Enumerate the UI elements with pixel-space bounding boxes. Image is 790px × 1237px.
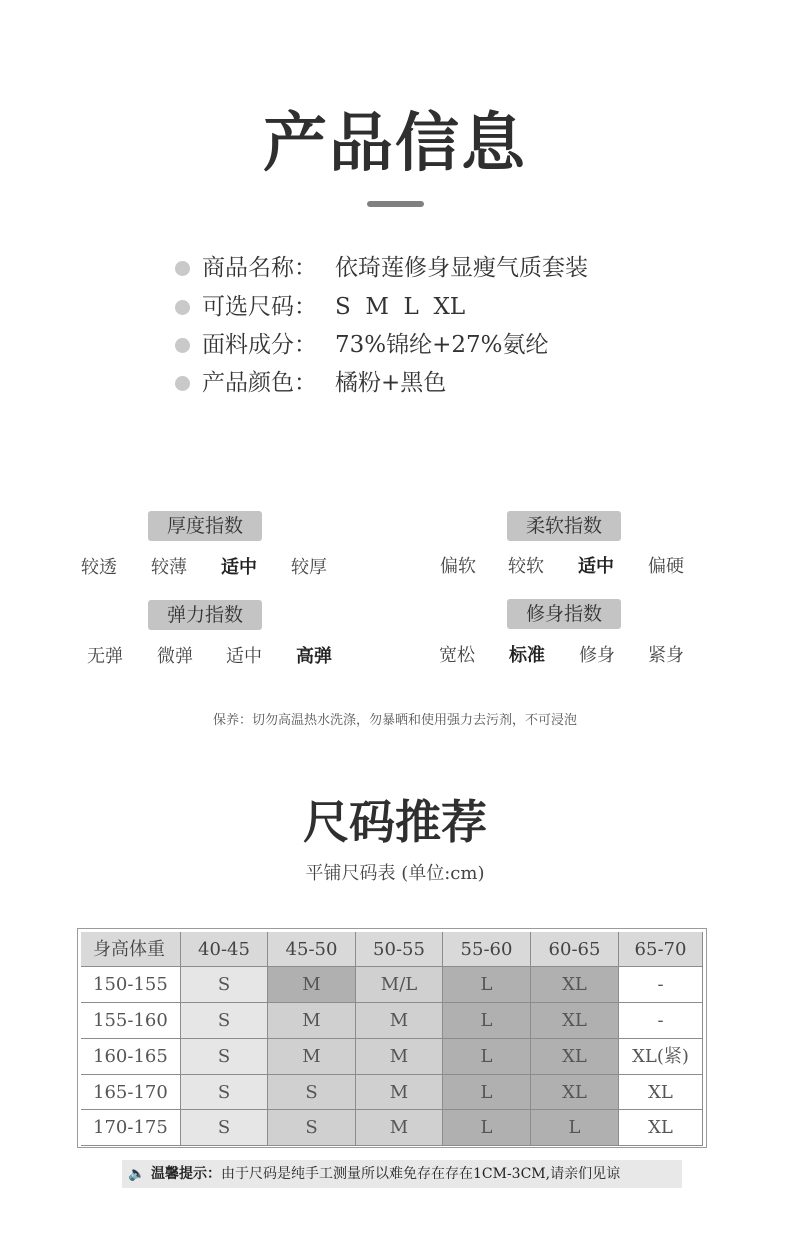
bullet-dot <box>175 300 190 315</box>
table-size-cell: L <box>443 1110 531 1146</box>
table-size-cell: L <box>531 1110 619 1146</box>
title-underline <box>367 201 424 207</box>
fit-option: 修身 <box>579 645 615 666</box>
info-row-fabric <box>175 330 675 360</box>
table-size-cell: M <box>356 1003 443 1039</box>
table-size-cell: M <box>268 967 356 1003</box>
elasticity-option: 微弹 <box>157 646 193 667</box>
info-label: 产品颜色： <box>202 370 317 396</box>
softness-option: 偏软 <box>440 556 476 577</box>
table-size-cell: M <box>356 1039 443 1075</box>
table-size-cell: M <box>268 1039 356 1075</box>
fit-option: 宽松 <box>439 645 475 666</box>
table-size-cell: XL <box>531 1003 619 1039</box>
table-row-height: 165-170 <box>81 1075 181 1110</box>
softness-option: 偏硬 <box>648 556 684 577</box>
table-size-cell: L <box>443 1003 531 1039</box>
table-row-height: 150-155 <box>81 967 181 1003</box>
tip-message: 由于尺码是纯手工测量所以难免存在存在1CM-3CM,请亲们见谅 <box>221 1166 621 1182</box>
table-size-cell: S <box>181 1039 268 1075</box>
table-size-cell: M <box>356 1075 443 1110</box>
fit-option: 紧身 <box>648 645 684 666</box>
table-header-weight: 65-70 <box>619 932 703 967</box>
tip-label: 温馨提示： <box>151 1166 221 1182</box>
table-size-cell: XL <box>619 1075 703 1110</box>
fit-index-title: 修身指数 <box>507 599 621 629</box>
size-tip-banner <box>122 1160 682 1188</box>
info-value: 依琦莲修身显瘦气质套装 <box>335 255 588 281</box>
bullet-dot <box>175 338 190 353</box>
table-size-cell: XL(紧) <box>619 1039 703 1075</box>
table-header-corner: 身高体重 <box>81 932 181 967</box>
info-label: 面料成分： <box>202 332 317 358</box>
table-size-cell: XL <box>619 1110 703 1146</box>
info-row-color <box>175 368 675 398</box>
softness-option-selected: 适中 <box>578 556 614 577</box>
table-size-cell: XL <box>531 967 619 1003</box>
thickness-index-title: 厚度指数 <box>148 511 262 541</box>
info-row-name <box>175 253 675 283</box>
softness-option: 较软 <box>508 556 544 577</box>
info-label: 商品名称： <box>202 255 317 281</box>
table-row-height: 160-165 <box>81 1039 181 1075</box>
table-header-weight: 40-45 <box>181 932 268 967</box>
table-size-cell: S <box>181 1075 268 1110</box>
elasticity-option-selected: 高弹 <box>296 646 332 667</box>
bullet-dot <box>175 261 190 276</box>
table-size-cell: L <box>443 1075 531 1110</box>
table-header-weight: 55-60 <box>443 932 531 967</box>
bullet-dot <box>175 376 190 391</box>
table-size-cell: M <box>356 1110 443 1146</box>
table-size-cell: M/L <box>356 967 443 1003</box>
info-value: S M L XL <box>335 294 466 320</box>
thickness-option: 较薄 <box>151 557 187 578</box>
table-size-cell: L <box>443 967 531 1003</box>
table-header-weight: 50-55 <box>356 932 443 967</box>
thickness-option: 较厚 <box>291 557 327 578</box>
tip-text <box>151 1160 620 1188</box>
info-value: 橘粉+黑色 <box>335 370 447 396</box>
thickness-option-selected: 适中 <box>221 557 257 578</box>
elasticity-index-title: 弹力指数 <box>148 600 262 630</box>
table-row-height: 155-160 <box>81 1003 181 1039</box>
table-size-cell: S <box>181 1003 268 1039</box>
table-size-cell: S <box>268 1110 356 1146</box>
info-value: 73%锦纶+27%氨纶 <box>335 332 549 358</box>
table-size-cell: - <box>619 1003 703 1039</box>
table-size-cell: S <box>268 1075 356 1110</box>
size-recommend-title: 尺码推荐 <box>303 795 487 849</box>
table-size-cell: S <box>181 1110 268 1146</box>
table-header-weight: 45-50 <box>268 932 356 967</box>
info-label: 可选尺码： <box>202 294 317 320</box>
table-size-cell: M <box>268 1003 356 1039</box>
speaker-icon: 🔈 <box>128 1166 146 1182</box>
size-table <box>77 928 707 1148</box>
fit-option-selected: 标准 <box>509 645 545 666</box>
table-row-height: 170-175 <box>81 1110 181 1146</box>
table-size-cell: XL <box>531 1039 619 1075</box>
table-size-cell: - <box>619 967 703 1003</box>
elasticity-option: 适中 <box>226 646 262 667</box>
table-size-cell: L <box>443 1039 531 1075</box>
care-note: 保养：切勿高温热水洗涤，勿暴晒和使用强力去污剂，不可浸泡 <box>212 713 577 728</box>
table-header-weight: 60-65 <box>531 932 619 967</box>
elasticity-option: 无弹 <box>87 646 123 667</box>
size-table-grid <box>81 932 703 1144</box>
thickness-option: 较透 <box>81 557 117 578</box>
size-table-subtitle: 平铺尺码表 (单位:cm) <box>305 863 485 884</box>
info-row-sizes <box>175 292 675 322</box>
softness-index-title: 柔软指数 <box>507 511 621 541</box>
table-size-cell: S <box>181 967 268 1003</box>
table-size-cell: XL <box>531 1075 619 1110</box>
product-info-title: 产品信息 <box>263 106 527 181</box>
